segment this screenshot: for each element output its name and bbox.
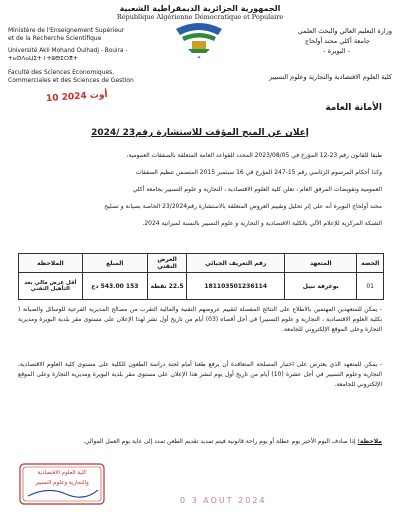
ministry-arabic-1: وزارة التعليم العالي والبحث العلمي <box>297 27 392 35</box>
ministry-french-1: Ministère de l'Enseignement Supérieur <box>8 27 125 34</box>
intro-line-3: العمومية وتفويضات المرفق العام ، تعلن كلية العلوم الاقتصادية ، التجارية و علوم التسيير بجامعة أكلي <box>132 186 382 193</box>
col-header: المبلغ <box>82 254 147 273</box>
bottom-date-stamp: 0 3 AOUT 2024 <box>180 496 267 505</box>
table-cell: أقل عرض مالي بعد التأهيل التقني <box>19 273 83 300</box>
date-stamp: 10 أوت 2024 <box>45 89 108 105</box>
results-table <box>18 253 384 300</box>
university-logo <box>170 21 228 61</box>
intro-line-2: وكذا أحكام المرسوم الرئاسي رقم 15-247 المؤرخ في 16 سبتمبر 2015 المتضمن تنظيم الصفقات <box>135 169 382 176</box>
table-cell: 01 <box>357 273 384 300</box>
table-header-row <box>19 254 384 273</box>
results-consultation-paragraph: - يمكن للمتعهدين المهتمين بالاطلاع على النتائج المفصلة لتقييم عروضهم التقنية والمالية التقرب من مصالح المديرية الفرعية للوسائل والصيانة ( بكلية العلوم الاقتصادية ، التجارية و علوم التسيير) في أجل أقصاه (03) أيام من تاريخ أول نشر لهذا الإعلان على مستوى مقر بلدية البويرة ومديرية التجارة وعلى الموقع الإلكتروني للجامعة. <box>18 306 382 334</box>
col-header: العرض التقني <box>147 254 186 273</box>
table-cell: 22.5 نقطة <box>147 273 186 300</box>
republic-french: République Algérienne Démocratique et Populaire <box>116 13 284 21</box>
secretariat-heading: الأمانة العامة <box>325 103 382 113</box>
announcement-title: إعلان عن المنح المؤقت للاستشارة رقم23 /2024 <box>91 128 309 138</box>
stamp-line-2: والتجارية وعلوم التسيير <box>35 480 89 486</box>
note-text: إذا صادف اليوم الأخير يوم عطلة أو يوم راحة قانونية فيتم تمديد تقديم الطعن تمدد إلى غاية يوم العمل الموالي. <box>82 438 356 445</box>
intro-line-5: الشبكة المركزية للإعلام الآلي بالكلية الاقتصادية و التجارية و علوم التسيير بالنسبة لميزانية 2024. <box>142 220 382 227</box>
note-label: ملاحظة: <box>357 438 382 445</box>
col-header: الحصة <box>357 254 384 273</box>
faculty-french-2: Commerciales et des Sciences de Gestion <box>8 77 134 84</box>
note-block <box>18 437 382 447</box>
ministry-arabic-2: جامعة أكلي محند أولحاج <box>304 37 370 45</box>
university-tifinagh: ⵜⴰⵙⴷⴰⵡⵉⵜ ⵏ ⵜⵓⴱⵉⵔⴻⵜ <box>8 56 78 62</box>
intro-line-4: محند أولحاج البويرة أنه على إثر تحليل وتقييم العروض المتعلقة بالاستشارة رقم23/2024 الخاصة بصيانة و تصليح <box>104 203 382 210</box>
ministry-arabic-3: - البويرة - <box>323 47 350 55</box>
col-header: الملاحظة <box>19 254 83 273</box>
col-header: رقم التعريف الجبائي <box>187 254 285 273</box>
svg-text:✦: ✦ <box>196 55 202 61</box>
appeal-paragraph: - يمكن للمتعهد الذي يعترض على اختيار المصلحة المتعاقدة أن يرفع طعنا أمام لجنة دراسة الطعون للكلية على مستوى كلية العلوم الاقتصادية، التجارية وعلوم التسيير في أجل عشرة (10) أيام من تاريخ أول يوم لنشر هذا الإعلان على مستوى مقر بلدية البويرة ومديرية التجارة وعلى الموقع الإلكتروني للجامعة. <box>18 361 382 389</box>
intro-line-1: طبقا للقانون رقم 23-12 المؤرخ في 2023/08/05 المحدد للقواعد العامة المتعلقة بالصفقات العمومية، <box>126 152 382 159</box>
ministry-french-2: et de la Recherche Scientifique <box>8 35 102 42</box>
faculty-french-1: Faculté des Sciences Economiques, <box>8 69 115 76</box>
faculty-arabic: كلية العلوم الاقتصادية والتجارية وعلوم التسيير <box>269 73 392 81</box>
republic-arabic: الجمهورية الجزائرية الديمقراطية الشعبية <box>119 4 281 13</box>
col-header: المتعهد <box>285 254 357 273</box>
table-cell: 153 543.00 دج <box>82 273 147 300</box>
stamp-line-1: كلية العلوم الاقتصادية <box>37 470 87 476</box>
university-french: Université Akli Mohand Oulhadj - Bouira - <box>8 48 128 54</box>
table-row <box>19 273 384 300</box>
table-cell: 181103501236114 <box>187 273 285 300</box>
table-cell: بوغرفة نبيل <box>285 273 357 300</box>
